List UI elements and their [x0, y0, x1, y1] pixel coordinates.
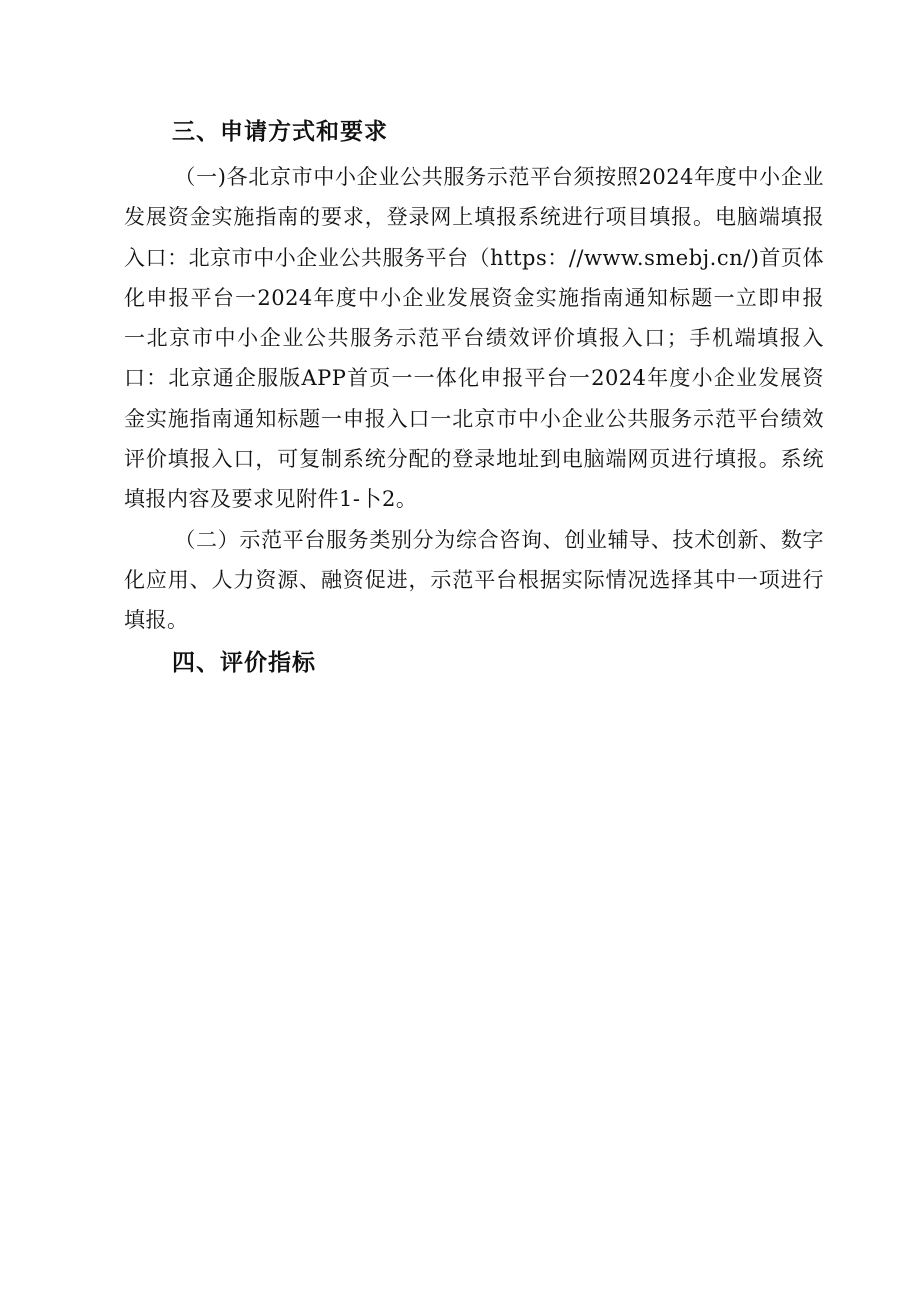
paragraph-service-categories: （二）示范平台服务类别分为综合咨询、创业辅导、技术创新、数字化应用、人力资源、融资促进，示范平台根据实际情况选择其中一项进行填报。 — [124, 527, 824, 633]
section-heading-application-method: 三、申请方式和要求 — [172, 119, 388, 145]
paragraph-online-submission: （一)各北京市中小企业公共服务示范平台须按照2024年度中小企业发展资金实施指南的要求，登录网上填报系统进行项目填报。电脑端填报入口：北京市中小企业公共服务平台（https：//www.smebj.cn/)首页体化申报平台一2024年度中小企业发展资金实施指南通知标题一立即申报一北京市中小企业公共服务示范平台绩效评价填报入口；手机端填报入口：北京通企服版APP首页一一体化申报平台一2024年度小企业发展资金实施指南通知标题一申报入口一北京市中小企业公共服务示范平台绩效评价填报入口，可复制系统分配的登录地址到电脑端网页进行填报。系统填报内容及要求见附件1-卜2。 — [124, 165, 824, 512]
section-heading-evaluation-indicators: 四、评价指标 — [172, 649, 316, 676]
